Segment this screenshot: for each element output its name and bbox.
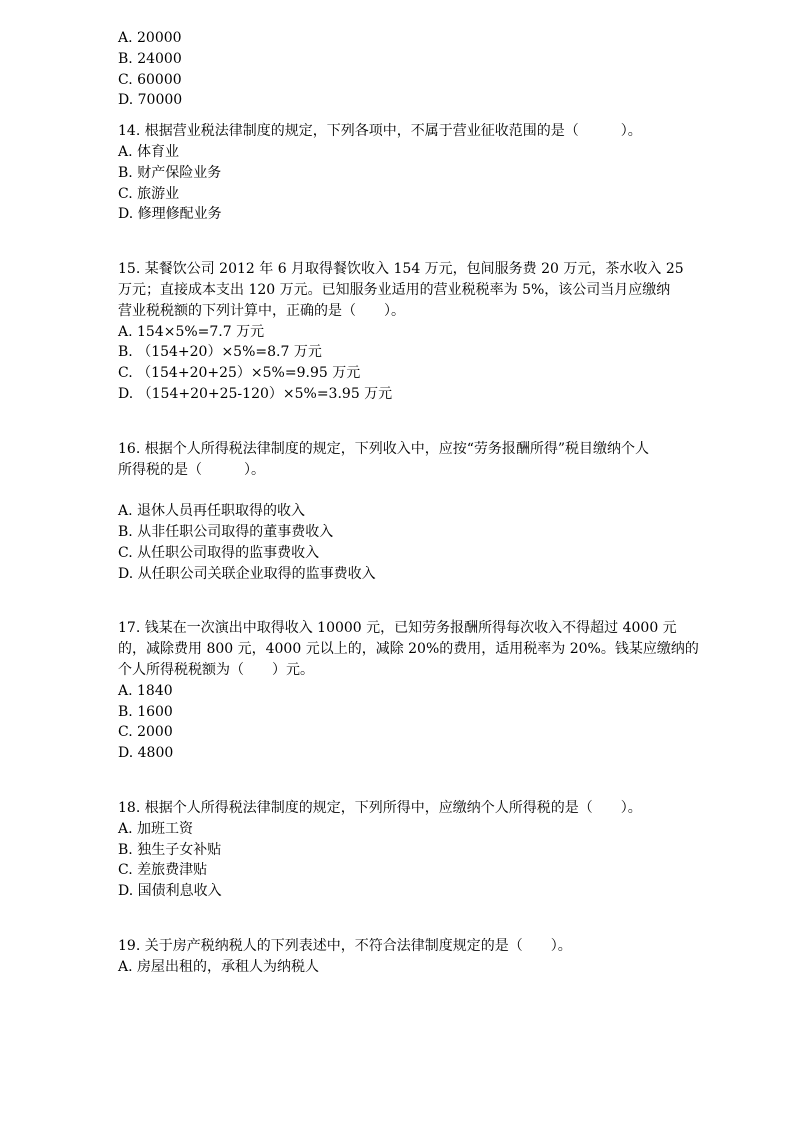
option-14-d: D. 修理修配业务 [118,206,222,223]
exam-page [118,28,740,977]
question-18 [118,798,740,902]
option-14-c: C. 旅游业 [118,185,180,202]
question-15-stem-line-3: 营业税税额的下列计算中，正确的是（ ）。 [118,302,405,319]
option-16-c: C. 从任职公司取得的监事费收入 [118,544,320,561]
question-16-stem-line-1: 16. 根据个人所得税法律制度的规定，下列收入中，应按“劳务报酬所得”税目缴纳个人 [118,440,650,457]
option-13-a: A. 20000 [118,30,182,46]
question-17-stem-line-2: 的，减除费用 800 元，4000 元以上的，减除 20%的费用，适用税率为 20%。钱某应缴纳的 [118,641,699,658]
option-18-a: A. 加班工资 [118,820,194,837]
question-15-stem-line-1: 15. 某餐饮公司 2012 年 6 月取得餐饮收入 154 万元，包间服务费 20 万元，茶水收入 25 [118,261,684,278]
option-16-d: D. 从任职公司关联企业取得的监事费收入 [118,565,376,582]
option-16-b: B. 从非任职公司取得的董事费收入 [118,523,334,540]
question-16 [118,439,740,585]
option-16-a: A. 退休人员再任职取得的收入 [118,503,306,520]
option-13-d: D. 70000 [118,92,183,109]
option-17-b: B. 1600 [118,703,173,720]
question-17-stem-line-1: 17. 钱某在一次演出中取得收入 10000 元，已知劳务报酬所得每次收入不得超过 4000 元 [118,620,677,637]
question-17-stem-line-3: 个人所得税税额为（ ）元。 [118,661,314,678]
option-14-a: A. 体育业 [118,143,180,160]
option-15-b: B. （154+20）×5%=8.7 万元 [118,344,322,361]
option-17-d: D. 4800 [118,745,174,762]
question-13 [118,28,740,111]
question-18-stem: 18. 根据个人所得税法律制度的规定，下列所得中，应缴纳个人所得税的是（ ）。 [118,799,642,816]
option-18-c: C. 差旅费津贴 [118,862,208,879]
question-14 [118,121,740,225]
option-15-a: A. 154×5%=7.7 万元 [118,323,265,340]
question-15-stem-line-2: 万元；直接成本支出 120 万元。已知服务业适用的营业税税率为 5%，该公司当月应缴纳 [118,281,671,298]
question-15 [118,259,740,405]
option-19-a: A. 房屋出租的，承租人为纳税人 [118,958,320,975]
question-19-stem: 19. 关于房产税纳税人的下列表述中，不符合法律制度规定的是（ ）。 [118,937,572,954]
option-17-a: A. 1840 [118,682,173,699]
option-18-d: D. 国债利息收入 [118,883,222,900]
question-17 [118,618,740,764]
question-16-stem-line-2: 所得税的是（ ）。 [118,461,265,478]
option-15-d: D. （154+20+25-120）×5%=3.95 万元 [118,385,393,402]
option-14-b: B. 财产保险业务 [118,164,222,181]
option-17-c: C. 2000 [118,724,173,741]
option-15-c: C. （154+20+25）×5%=9.95 万元 [118,365,361,382]
option-13-b: B. 24000 [118,50,182,67]
question-19 [118,936,740,978]
question-14-stem: 14. 根据营业税法律制度的规定，下列各项中，不属于营业征收范围的是（ ）。 [118,123,642,140]
option-18-b: B. 独生子女补贴 [118,841,222,858]
option-13-c: C. 60000 [118,71,182,88]
